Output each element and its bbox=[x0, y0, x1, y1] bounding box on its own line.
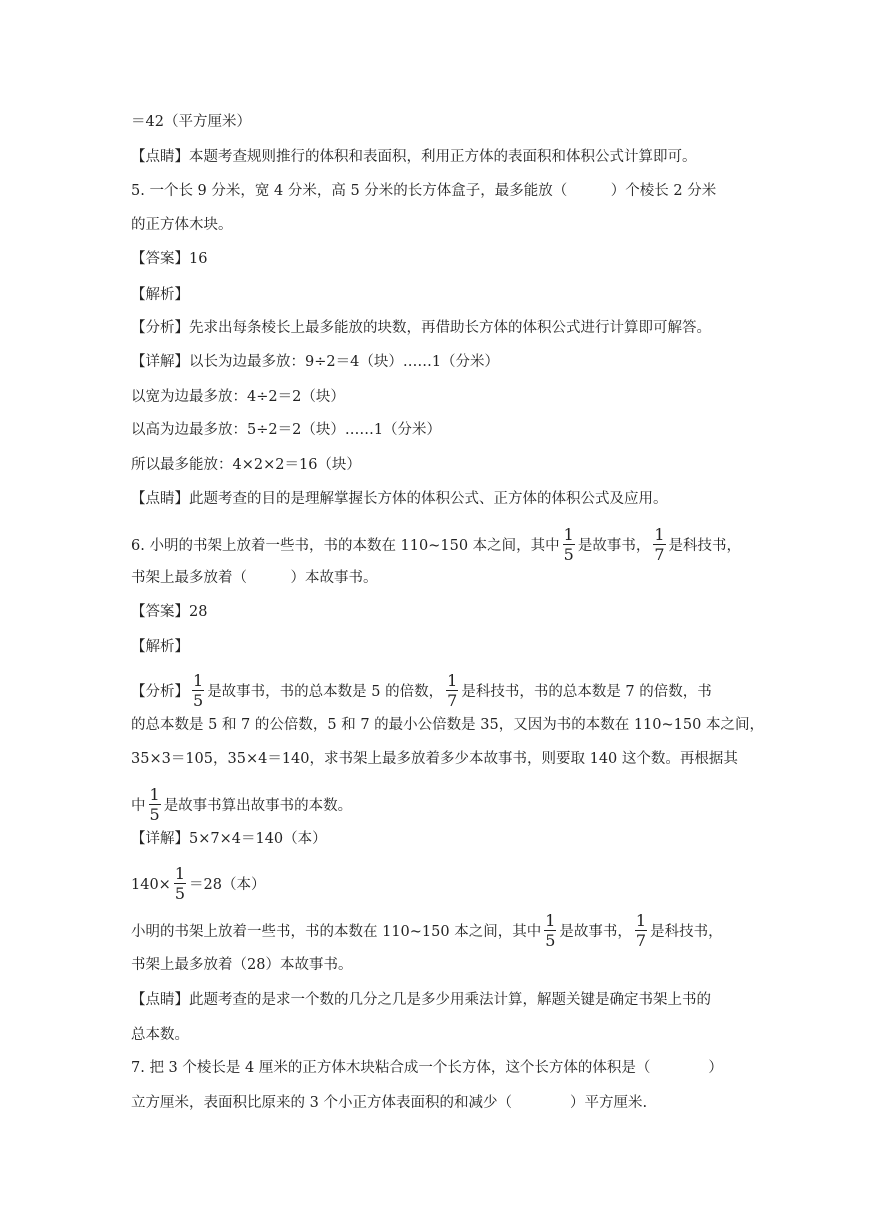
text-line: 【详解】以长为边最多放：9÷2＝4（块）……1（分米） bbox=[131, 354, 500, 370]
fraction bbox=[635, 913, 647, 949]
text-segment: 是科技书， bbox=[650, 924, 723, 940]
denominator: 5 bbox=[174, 884, 186, 903]
text-segment: 【分析】 bbox=[131, 684, 189, 700]
text-segment: 6. 小明的书架上放着一些书，书的本数在 110~150 本之间，其中 bbox=[131, 538, 560, 554]
numerator: 1 bbox=[149, 785, 160, 804]
fraction bbox=[563, 527, 575, 563]
text-line: 总本数。 bbox=[131, 1027, 189, 1043]
denominator: 7 bbox=[635, 931, 647, 950]
numerator: 1 bbox=[174, 864, 186, 883]
text-line bbox=[131, 671, 712, 710]
numerator: 1 bbox=[447, 671, 458, 690]
denominator: 7 bbox=[654, 545, 665, 564]
text-line: ＝42（平方厘米） bbox=[131, 114, 251, 130]
text-line: 35×3＝105，35×4＝140，求书架上最多放着多少本故事书，则要取 140 这个数。再根据其 bbox=[131, 751, 738, 767]
text-segment: ＝28（本） bbox=[189, 877, 266, 893]
text-segment: 是故事书，书的总本数是 5 的倍数， bbox=[207, 684, 444, 700]
fraction bbox=[149, 787, 161, 823]
numerator: 1 bbox=[635, 911, 647, 930]
text-line: 书架上最多放着（28）本故事书。 bbox=[131, 957, 353, 973]
fraction bbox=[653, 527, 665, 563]
text-segment: 中 bbox=[131, 798, 146, 814]
text-line: 【解析】 bbox=[131, 639, 189, 655]
numerator: 1 bbox=[545, 911, 556, 930]
text-line: 【点睛】此题考查的目的是理解掌握长方体的体积公式、正方体的体积公式及应用。 bbox=[131, 491, 668, 507]
question-6 bbox=[131, 525, 742, 564]
text-line: 所以最多能放：4×2×2＝16（块） bbox=[131, 457, 361, 473]
text-line: 以高为边最多放：5÷2＝2（块）……1（分米） bbox=[131, 422, 442, 438]
text-line: 【详解】5×7×4＝140（本） bbox=[131, 831, 327, 847]
text-line: 书架上最多放着（ ）本故事书。 bbox=[131, 570, 378, 586]
text-line: 的总本数是 5 和 7 的公倍数，5 和 7 的最小公倍数是 35，又因为书的本数在 110~150 本之间， bbox=[131, 717, 764, 733]
answer-line: 【答案】16 bbox=[131, 251, 208, 267]
denominator: 5 bbox=[149, 805, 160, 824]
text-line: 【分析】先求出每条棱长上最多能放的块数，再借助长方体的体积公式进行计算即可解答。 bbox=[131, 320, 711, 336]
text-line bbox=[131, 864, 266, 903]
question-5: 5. 一个长 9 分米，宽 4 分米，高 5 分米的长方体盒子，最多能放（ ）个棱长 2 分米 bbox=[131, 183, 717, 199]
text-segment: 小明的书架上放着一些书，书的本数在 110~150 本之间，其中 bbox=[131, 924, 542, 940]
fraction bbox=[192, 673, 204, 709]
denominator: 5 bbox=[545, 931, 556, 950]
denominator: 5 bbox=[193, 691, 204, 710]
text-segment: 是故事书算出故事书的本数。 bbox=[163, 798, 353, 814]
fraction bbox=[544, 913, 556, 949]
question-7: 7. 把 3 个棱长是 4 厘米的正方体木块粘合成一个长方体，这个长方体的体积是（ ） bbox=[131, 1060, 723, 1076]
fraction bbox=[174, 866, 186, 902]
denominator: 7 bbox=[447, 691, 458, 710]
text-line bbox=[131, 911, 723, 950]
numerator: 1 bbox=[563, 525, 574, 544]
text-line: 【点睛】此题考查的是求一个数的几分之几是多少用乘法计算，解题关键是确定书架上书的 bbox=[131, 992, 711, 1008]
text-line: 【解析】 bbox=[131, 287, 189, 303]
text-segment: 是故事书， bbox=[559, 924, 632, 940]
text-segment: 是科技书， bbox=[668, 538, 742, 554]
text-segment: 140× bbox=[131, 877, 171, 893]
text-line: 立方厘米，表面积比原来的 3 个小正方体表面积的和减少（ ）平方厘米. bbox=[131, 1095, 648, 1111]
numerator: 1 bbox=[193, 671, 204, 690]
text-line: 以宽为边最多放：4÷2＝2（块） bbox=[131, 389, 345, 405]
denominator: 5 bbox=[563, 545, 574, 564]
numerator: 1 bbox=[654, 525, 665, 544]
fraction bbox=[446, 673, 458, 709]
text-line: 的正方体木块。 bbox=[131, 217, 233, 233]
text-segment: 是故事书， bbox=[577, 538, 651, 554]
answer-line: 【答案】28 bbox=[131, 604, 208, 620]
text-line bbox=[131, 785, 353, 824]
text-segment: 是科技书，书的总本数是 7 的倍数，书 bbox=[461, 684, 712, 700]
text-line: 【点睛】本题考查规则推行的体积和表面积，利用正方体的表面积和体积公式计算即可。 bbox=[131, 149, 697, 165]
